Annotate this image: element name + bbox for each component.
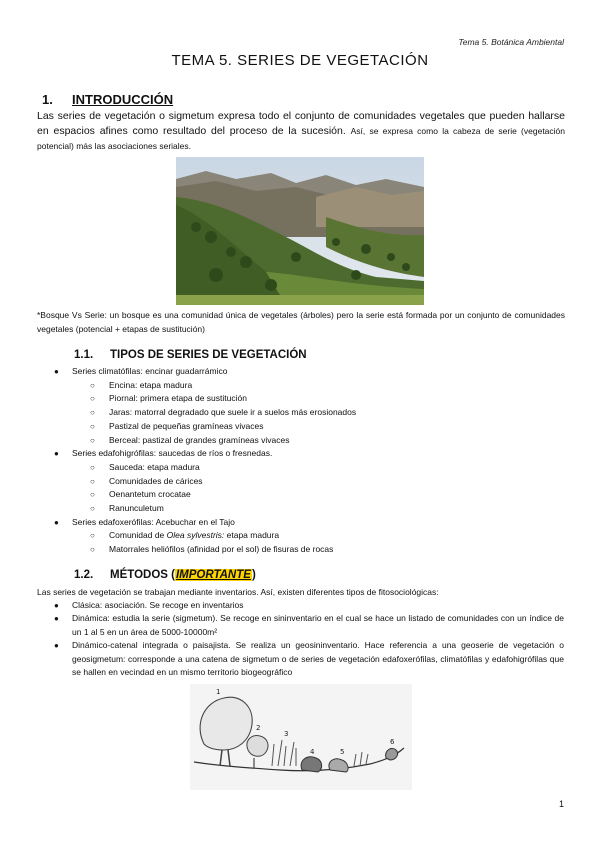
sub-item [56,406,556,420]
sub-item-label: Comunidades de cárices [109,475,203,486]
intro-text: Las series de vegetación o sigmetum expresa todo el conjunto de comunidades vegetales que pueden hallarse en espacios afines como resultado del proceso de la sucesión. [37,110,565,137]
sub-item-label: Encina: etapa madura [109,379,193,390]
important-highlight: IMPORTANTE [175,569,251,581]
sub-item [56,502,556,516]
circle-bullet-icon: ○ [90,490,95,500]
page-number: 1 [558,799,564,809]
list-item [56,599,564,612]
bullet-icon: ● [54,517,59,527]
vegetation-series-drawing [190,684,412,790]
section-1-heading [42,92,173,107]
sub-item [56,529,556,543]
sub-item [56,434,556,448]
intro-paragraph [37,109,565,154]
bullet-icon: ● [54,614,59,624]
figure-label: 1 [216,688,221,696]
sub-item-label: Sauceda: etapa madura [109,461,200,472]
circle-bullet-icon: ○ [90,394,95,404]
list-item [56,447,556,516]
circle-bullet-icon: ○ [90,462,95,472]
species-name: Olea sylvestris: [166,530,225,541]
circle-bullet-icon: ○ [90,476,95,486]
figure-label: 4 [310,748,315,756]
list-item [56,365,556,447]
list-item [56,612,564,639]
section-1-title: INTRODUCCIÓN [72,92,174,107]
sub-item [56,461,556,475]
sub-item-label: Jaras: matorral degradado que suele ir a suelos más erosionados [109,407,357,418]
method-text: Clásica: asociación. Se recoge en inventarios [72,600,244,610]
method-text: Dinámico-catenal integrada o paisajista. Se realiza un geosininventario. Hace referencia a una geoserie de vegetación o geosigmetum: corresponde a una catena de sigmetum o de series de vegetación edafoxerófilas, climatófilas y edafohigrófilas que se hallen en vecindad en un mismo territorio biogeográfico [72,640,564,678]
sub-item [56,379,556,393]
list-item-label: Series climatófilas: encinar guadarrámico [72,366,228,376]
circle-bullet-icon: ○ [90,545,95,555]
section-1-2-number: 1.2. [74,569,94,581]
bullet-icon: ● [54,641,59,651]
sub-item [56,392,556,406]
list-item-label: Series edafoxerófilas: Acebuchar en el Tajo [72,516,235,527]
bosque-vs-serie-note: *Bosque Vs Serie: un bosque es una comunidad única de vegetales (árboles) pero la serie está formada por un conjunto de comunidades vegetales (potencial + etapas de sustitución) [37,310,565,334]
intro-small-text: Así, se expresa como la cabeza de serie (vegetación potencial) más las asociaciones seriales. [37,126,566,151]
figure-label: 6 [390,738,395,746]
figure-label: 3 [284,730,289,738]
sub-item-label: Pastizal de pequeñas gramíneas vivaces [109,420,264,431]
sub-item-label: Oenantetum crocatae [109,489,191,500]
sub-item-label: Berceal: pastizal de grandes gramíneas vivaces [109,434,290,445]
series-types-list [56,365,556,557]
sub-item [56,475,556,489]
landscape-photo [176,157,424,305]
circle-bullet-icon: ○ [90,408,95,418]
sub-item-label: Comunidad de [109,530,167,541]
sub-item-label: Piornal: primera etapa de sustitución [109,393,247,404]
figure-label: 2 [256,724,261,732]
running-header: Tema 5. Botánica Ambiental [458,37,564,47]
section-1-1-title: TIPOS DE SERIES DE VEGETACIÓN [110,349,307,361]
methods-intro: Las series de vegetación se trabajan mediante inventarios. Así, existen diferentes tipos de fitosociológicas: [37,587,439,597]
section-1-2-close: ) [251,569,256,581]
section-1-1-heading [74,349,307,361]
list-item-label: Series edafohigrófilas: saucedas de ríos o fresnedas. [72,448,273,459]
circle-bullet-icon: ○ [90,504,95,514]
bullet-icon: ● [54,449,59,459]
sub-item-label-suffix: etapa madura [224,530,280,541]
method-text: Dinámica: estudia la serie (sigmetum). Se recoge en sininventario en el cual se hace un listado de comunidades con un índice de un 1 al 5 en un área de 5000-10000m² [72,613,564,637]
list-item [56,516,556,557]
page-title: TEMA 5. SERIES DE VEGETACIÓN [171,52,429,69]
section-1-1-number: 1.1. [74,349,94,361]
circle-bullet-icon: ○ [90,380,95,390]
circle-bullet-icon: ○ [90,531,95,541]
section-1-number: 1. [42,92,53,107]
sub-item [56,420,556,434]
list-item [56,639,564,679]
section-1-2-title: MÉTODOS ( [110,569,175,581]
sub-item-label: Matorrales heliófilos (afinidad por el sol) de fisuras de rocas [109,544,334,555]
bullet-icon: ● [54,367,59,376]
circle-bullet-icon: ○ [90,435,95,445]
sub-item [56,488,556,502]
circle-bullet-icon: ○ [90,421,95,431]
methods-list [56,599,564,679]
sub-item [56,543,556,557]
figure-label: 5 [340,748,345,756]
sub-item-label: Ranunculetum [109,503,164,514]
section-1-2-heading [74,569,256,581]
bullet-icon: ● [54,601,59,610]
